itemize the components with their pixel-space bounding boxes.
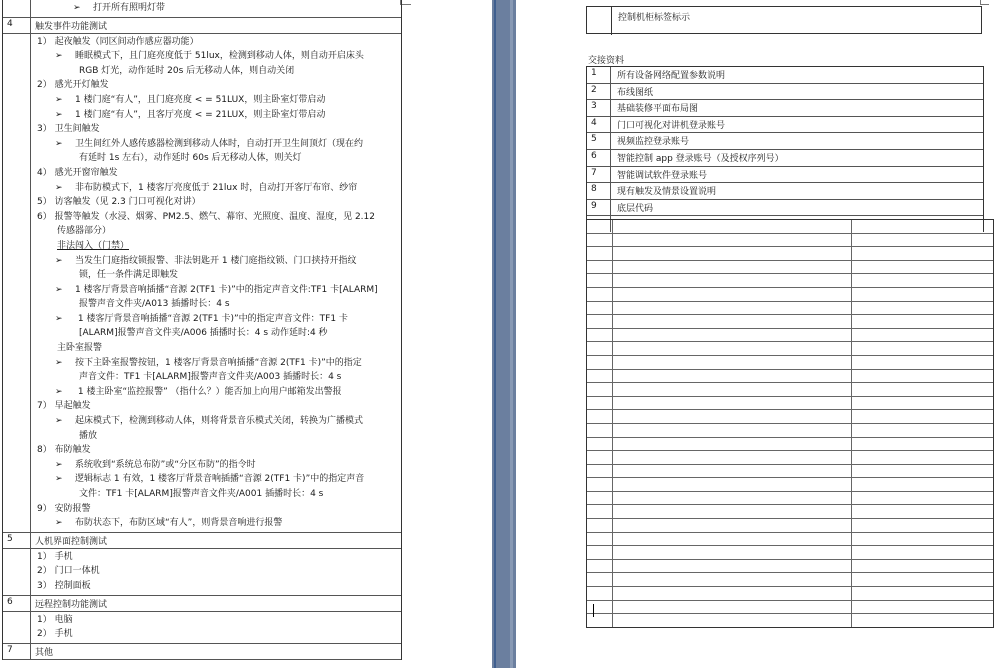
row-number: 2 bbox=[587, 84, 611, 100]
table-row bbox=[587, 67, 983, 84]
list-item: ➢ 1 楼门庭“有人”，且客厅亮度 < = 21LUX，则主卧室灯带启动 bbox=[35, 108, 399, 123]
list-item: RGB 灯光，动作延时 20s 后无移动人体，则自动关闭 bbox=[79, 65, 295, 76]
table-row bbox=[587, 560, 993, 574]
section-title: 远程控制功能测试 bbox=[35, 599, 108, 610]
arrow-bullet-icon: ➢ bbox=[55, 416, 63, 427]
table-row bbox=[587, 614, 993, 627]
table-row bbox=[587, 546, 993, 560]
list-item: 非法闯入（门禁） bbox=[57, 240, 130, 251]
list-item: 5） 访客触发（见 2.3 门口可视化对讲） bbox=[37, 197, 201, 208]
arrow-bullet-icon: ➢ bbox=[55, 518, 63, 529]
row-number: 4 bbox=[587, 117, 611, 133]
table-row bbox=[587, 84, 983, 101]
table-row bbox=[587, 492, 993, 506]
section-content-row bbox=[3, 549, 401, 596]
list-item: ➢ 卫生间红外人感传感器检测到移动人体时，自动打开卫生间顶灯（现在约 bbox=[35, 137, 399, 152]
list-item: 1） 电脑 bbox=[37, 614, 73, 625]
list-item: 1） 手机 bbox=[37, 551, 73, 562]
list-item: 2） 感光开灯触发 bbox=[37, 80, 109, 91]
section-header-row bbox=[3, 18, 401, 34]
list-item: 文件：TF1 卡[ALARM]报警声音文件夹/A001 插播时长：4 s bbox=[79, 489, 324, 499]
arrow-bullet-icon: ➢ bbox=[55, 51, 63, 62]
arrow-bullet-icon: ➢ bbox=[55, 357, 63, 368]
table-row bbox=[587, 183, 983, 200]
list-item: 声音文件：TF1 卡[ALARM]报警声音文件夹/A003 插播时长：4 s bbox=[79, 372, 342, 383]
section-number: 4 bbox=[3, 18, 31, 33]
page-gutter bbox=[492, 0, 516, 668]
arrow-bullet-icon: ➢ bbox=[55, 255, 63, 266]
table-row bbox=[587, 100, 983, 117]
list-item: 传感器部分） bbox=[57, 226, 112, 237]
section-number: 6 bbox=[3, 596, 31, 611]
row-text: 底层代码 bbox=[617, 203, 654, 214]
row-number: 6 bbox=[587, 150, 611, 166]
table-row bbox=[587, 573, 993, 587]
row-text: 智能控制 app 登录账号（及授权序列号） bbox=[617, 153, 784, 164]
list-item: ➢ 系统收到“系统总布防”或“分区布防”的指令时 bbox=[35, 458, 399, 473]
arrow-bullet-icon: ➢ bbox=[55, 284, 63, 295]
arrow-bullet-icon: ➢ bbox=[73, 3, 81, 13]
arrow-bullet-icon: ➢ bbox=[55, 138, 63, 149]
cabinet-label-text: 控制机柜标签标示 bbox=[611, 7, 690, 35]
section-title: 人机界面控制测试 bbox=[35, 536, 108, 547]
list-item: ➢ 1 楼主卧室“监控报警” （指什么？）能否加上向用户邮箱发出警报 bbox=[35, 385, 399, 400]
table-row bbox=[587, 220, 993, 234]
table-row bbox=[587, 478, 993, 492]
list-item: 主卧室报警 bbox=[57, 343, 103, 354]
arrow-bullet-icon: ➢ bbox=[55, 94, 63, 105]
list-item: ➢ 1 楼门庭“有人”，且门庭亮度 < = 51LUX，则主卧室灯带启动 bbox=[35, 93, 399, 108]
row-number: 1 bbox=[587, 67, 611, 83]
section-title: 触发事件功能测试 bbox=[35, 21, 108, 32]
list-item: 3） 控制面板 bbox=[37, 580, 91, 591]
list-item: ➢ 当发生门庭指纹锁报警、非法钥匙开 1 楼门庭指纹锁、门口挟持开指纹 bbox=[35, 254, 399, 269]
section-content-row bbox=[3, 34, 401, 533]
table-row bbox=[587, 370, 993, 384]
list-item: ➢ 睡眠模式下，且门庭亮度低于 51lux，检测到移动人体，则自动开启床头 bbox=[35, 49, 399, 64]
table-row bbox=[587, 410, 993, 424]
table-row bbox=[3, 0, 401, 18]
table-row bbox=[587, 261, 993, 275]
list-item: 播放 bbox=[79, 430, 98, 441]
table-row bbox=[587, 288, 993, 302]
section-number: 5 bbox=[3, 533, 31, 548]
row-text: 布线图纸 bbox=[617, 87, 654, 98]
row-text: 门口可视化对讲机登录账号 bbox=[617, 120, 726, 131]
list-item: ➢ 1 楼客厅背景音响插播“音源 2(TF1 卡)”中的指定声音文件:TF1 卡[ALARM] bbox=[35, 283, 399, 298]
row-text: 所有设备网络配置参数说明 bbox=[617, 71, 726, 81]
blank-grid-table bbox=[586, 219, 994, 628]
row-number: 8 bbox=[587, 183, 611, 199]
table-row bbox=[587, 601, 993, 615]
row-number: 3 bbox=[587, 100, 611, 116]
list-item: ➢ 起床模式下，检测到移动人体，则将背景音乐模式关闭，转换为广播模式 bbox=[35, 414, 399, 429]
handover-title: 交接资料 bbox=[588, 56, 625, 66]
row-text: 基础装修平面布局图 bbox=[617, 104, 699, 115]
arrow-bullet-icon: ➢ bbox=[55, 474, 63, 485]
row-number: 5 bbox=[587, 133, 611, 149]
page-corner-mark bbox=[980, 0, 989, 5]
list-item: 2） 手机 bbox=[37, 629, 73, 640]
section-header-row bbox=[3, 533, 401, 549]
table-row bbox=[587, 533, 993, 547]
table-row bbox=[587, 315, 993, 329]
list-item: ➢ 逻辑标志 1 有效，1 楼客厅背景音响插播“音源 2(TF1 卡)”中的指定声音 bbox=[35, 472, 399, 487]
arrow-bullet-icon: ➢ bbox=[55, 386, 63, 397]
table-row bbox=[587, 150, 983, 167]
table-sections bbox=[3, 18, 401, 660]
list-item: 2） 门口一体机 bbox=[37, 566, 100, 577]
list-item: 报警声音文件夹/A013 插播时长：4 s bbox=[79, 299, 230, 310]
list-item: 4） 感光开窗帘触发 bbox=[37, 167, 118, 178]
row-number: 9 bbox=[587, 200, 611, 216]
list-item: 锁，任一条件满足即触发 bbox=[79, 270, 179, 281]
list-item: 6） 报警等触发（水浸、烟雾、PM2.5、燃气、幕帘、光照度、温度、湿度，见 2.12 bbox=[37, 211, 375, 222]
row-number: 7 bbox=[587, 167, 611, 183]
table-row bbox=[587, 465, 993, 479]
section-header-row bbox=[3, 644, 401, 660]
table-row bbox=[587, 451, 993, 465]
text-cursor[interactable] bbox=[593, 604, 594, 617]
test-items-table bbox=[2, 0, 402, 660]
list-item: 3） 卫生间触发 bbox=[37, 124, 100, 135]
table-row bbox=[587, 329, 993, 343]
table-row bbox=[587, 505, 993, 519]
cabinet-label-row bbox=[586, 6, 982, 34]
table-row bbox=[587, 234, 993, 248]
list-item: ➢ 非布防模式下，1 楼客厅亮度低于 21lux 时，自动打开客厅布帘、纱帘 bbox=[35, 181, 399, 196]
list-item: 有延时 1s 左右），动作延时 60s 后无移动人体，则关灯 bbox=[79, 153, 302, 164]
list-item: ➢ 1 楼客厅背景音响插播“音源 2(TF1 卡)”中的指定声音文件：TF1 卡 bbox=[35, 312, 399, 327]
left-document-page bbox=[0, 0, 492, 668]
list-item: 7） 早起触发 bbox=[37, 401, 91, 412]
table-row bbox=[587, 383, 993, 397]
table-row bbox=[587, 133, 983, 150]
row-text: 视频监控登录账号 bbox=[617, 137, 690, 148]
table-row bbox=[587, 167, 983, 184]
arrow-bullet-icon: ➢ bbox=[55, 459, 63, 470]
section-number: 7 bbox=[3, 644, 31, 659]
section-content-row bbox=[3, 612, 401, 644]
section-header-row bbox=[3, 596, 401, 612]
row-text: 智能调试软件登录账号 bbox=[617, 170, 708, 181]
list-item: 1） 起夜触发（同区间动作感应器功能） bbox=[37, 36, 199, 47]
list-item: [ALARM]报警声音文件夹/A006 插播时长：4 s 动作延时:4 秒 bbox=[79, 328, 328, 339]
table-row bbox=[587, 200, 983, 217]
right-document-page bbox=[516, 0, 1000, 668]
table-row bbox=[587, 247, 993, 261]
arrow-bullet-icon: ➢ bbox=[55, 109, 63, 120]
table-row bbox=[587, 302, 993, 316]
table-row bbox=[587, 519, 993, 533]
list-item: ➢ 布防状态下，布防区域“有人”，则背景音响进行报警 bbox=[35, 516, 399, 531]
list-item: 8） 布防触发 bbox=[37, 445, 91, 456]
row-text: 现有触发及情景设置说明 bbox=[617, 187, 717, 198]
table-row bbox=[587, 424, 993, 438]
section-title: 其他 bbox=[35, 647, 54, 658]
table-row bbox=[587, 342, 993, 356]
table-row bbox=[587, 274, 993, 288]
list-item: ➢ 按下主卧室报警按钮，1 楼客厅背景音响插播“音源 2(TF1 卡)”中的指定 bbox=[35, 356, 399, 371]
table-row bbox=[587, 397, 993, 411]
arrow-bullet-icon: ➢ bbox=[55, 182, 63, 193]
arrow-bullet-icon: ➢ bbox=[55, 313, 63, 324]
list-item: ➢ 打开所有照明灯带 bbox=[35, 1, 399, 16]
table-row bbox=[587, 117, 983, 134]
table-row bbox=[587, 438, 993, 452]
handover-table bbox=[586, 66, 984, 232]
list-item: 9） 安防报警 bbox=[37, 503, 91, 514]
table-row bbox=[587, 587, 993, 601]
table-row bbox=[587, 356, 993, 370]
